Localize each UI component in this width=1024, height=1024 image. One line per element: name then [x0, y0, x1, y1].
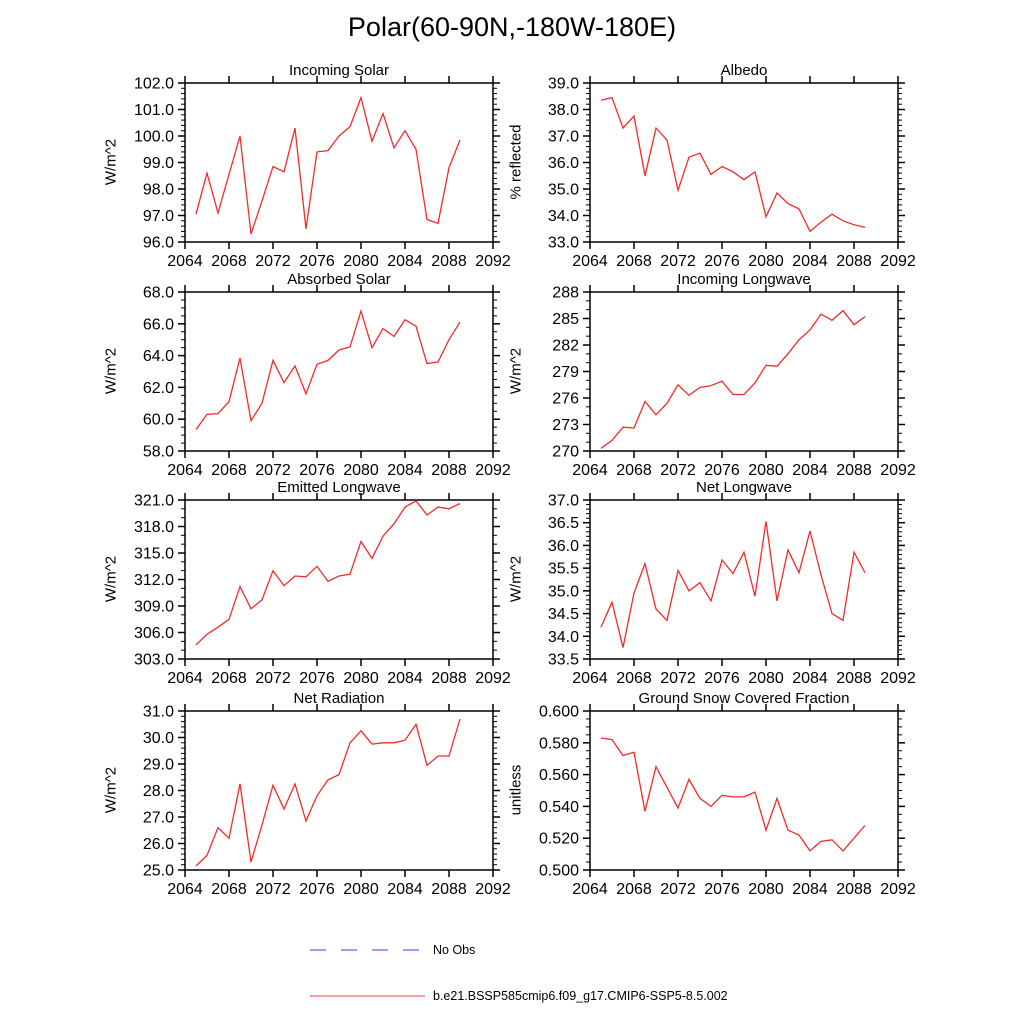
plot-area	[100, 478, 560, 687]
y-axis-label: W/m^2	[102, 347, 120, 395]
svg-text:2064: 2064	[572, 881, 608, 898]
model-line-swatch	[310, 992, 425, 1000]
svg-text:0.540: 0.540	[538, 798, 579, 816]
svg-text:2068: 2068	[616, 462, 652, 479]
svg-text:34.0: 34.0	[547, 208, 579, 225]
svg-text:2088: 2088	[836, 881, 872, 898]
svg-text:2080: 2080	[343, 881, 379, 898]
chart-absorbed-solar	[100, 270, 560, 479]
svg-text:2080: 2080	[748, 253, 784, 270]
svg-text:2084: 2084	[387, 881, 423, 898]
svg-text:2092: 2092	[880, 253, 916, 270]
svg-text:270: 270	[552, 443, 579, 461]
svg-text:2064: 2064	[167, 670, 203, 687]
svg-text:0.520: 0.520	[538, 830, 579, 848]
svg-text:2064: 2064	[572, 462, 608, 479]
chart-incoming-longwave	[505, 270, 965, 479]
svg-text:29.0: 29.0	[142, 756, 174, 774]
svg-text:36.5: 36.5	[547, 515, 579, 533]
svg-text:37.0: 37.0	[547, 128, 579, 146]
svg-text:2084: 2084	[792, 253, 828, 270]
svg-text:31.0: 31.0	[142, 703, 174, 721]
svg-text:2092: 2092	[880, 881, 916, 898]
svg-text:2092: 2092	[475, 881, 511, 898]
plot-area	[100, 270, 560, 479]
svg-text:282: 282	[552, 337, 579, 355]
y-axis-label: unitless	[507, 764, 525, 816]
y-axis-label: W/m^2	[507, 555, 525, 603]
svg-text:2084: 2084	[387, 670, 423, 687]
svg-text:2064: 2064	[572, 670, 608, 687]
svg-text:0.580: 0.580	[538, 735, 579, 753]
svg-text:2076: 2076	[299, 462, 335, 479]
svg-text:2084: 2084	[792, 670, 828, 687]
svg-text:288: 288	[552, 284, 579, 302]
plot-area	[505, 689, 965, 898]
svg-text:0.560: 0.560	[538, 767, 579, 785]
svg-text:309.0: 309.0	[133, 598, 174, 616]
svg-text:2064: 2064	[572, 253, 608, 270]
svg-text:2068: 2068	[211, 881, 247, 898]
svg-text:62.0: 62.0	[142, 379, 174, 397]
page-title: Polar(60-90N,-180W-180E)	[347, 12, 677, 42]
svg-text:102.0: 102.0	[133, 75, 174, 93]
svg-text:2088: 2088	[431, 881, 467, 898]
svg-text:26.0: 26.0	[142, 836, 174, 853]
plot-area	[505, 61, 965, 270]
svg-text:2068: 2068	[616, 881, 652, 898]
svg-text:2064: 2064	[167, 462, 203, 479]
svg-text:303.0: 303.0	[133, 651, 174, 669]
svg-text:60.0: 60.0	[142, 411, 174, 429]
svg-text:2080: 2080	[343, 670, 379, 687]
svg-text:98.0: 98.0	[142, 181, 174, 199]
svg-text:2072: 2072	[255, 253, 291, 270]
svg-text:2072: 2072	[660, 670, 696, 687]
svg-text:36.0: 36.0	[547, 155, 579, 172]
svg-text:2092: 2092	[475, 462, 511, 479]
svg-text:2064: 2064	[167, 881, 203, 898]
svg-text:2072: 2072	[255, 881, 291, 898]
svg-text:2076: 2076	[704, 881, 740, 898]
svg-text:64.0: 64.0	[142, 348, 174, 366]
svg-text:2092: 2092	[475, 253, 511, 270]
chart-title: Ground Snow Covered Fraction	[638, 690, 850, 707]
legend-label-no-obs: No Obs	[433, 943, 476, 957]
svg-text:39.0: 39.0	[547, 75, 579, 93]
svg-text:27.0: 27.0	[142, 809, 174, 827]
svg-text:2080: 2080	[748, 670, 784, 687]
y-axis-label: W/m^2	[102, 555, 120, 603]
svg-text:35.5: 35.5	[547, 560, 579, 578]
plot-area	[100, 689, 560, 898]
svg-text:2072: 2072	[660, 253, 696, 270]
svg-text:58.0: 58.0	[142, 443, 174, 461]
svg-text:2068: 2068	[211, 462, 247, 479]
chart-albedo	[505, 61, 965, 270]
plot-area	[100, 61, 560, 270]
svg-text:276: 276	[552, 390, 579, 408]
svg-text:2064: 2064	[167, 253, 203, 270]
plot-area	[505, 270, 965, 479]
svg-text:2084: 2084	[792, 881, 828, 898]
svg-text:0.600: 0.600	[538, 703, 579, 721]
svg-text:2084: 2084	[792, 462, 828, 479]
chart-title: Albedo	[720, 62, 768, 79]
chart-net-longwave	[505, 478, 965, 687]
svg-text:2068: 2068	[211, 253, 247, 270]
chart-title: Net Radiation	[293, 690, 385, 707]
chart-title: Emitted Longwave	[277, 479, 401, 496]
svg-text:321.0: 321.0	[133, 492, 174, 510]
svg-text:2076: 2076	[704, 462, 740, 479]
svg-text:2076: 2076	[704, 670, 740, 687]
svg-text:2076: 2076	[299, 881, 335, 898]
svg-text:2088: 2088	[836, 253, 872, 270]
svg-text:2072: 2072	[255, 670, 291, 687]
svg-text:34.5: 34.5	[547, 606, 579, 624]
chart-title: Incoming Longwave	[677, 271, 811, 288]
svg-text:2092: 2092	[880, 462, 916, 479]
svg-text:312.0: 312.0	[133, 572, 174, 589]
y-axis-label: % reflected	[507, 124, 525, 200]
svg-text:30.0: 30.0	[142, 730, 174, 747]
svg-text:37.0: 37.0	[547, 492, 579, 510]
svg-text:0.500: 0.500	[538, 862, 579, 880]
svg-text:2076: 2076	[299, 253, 335, 270]
svg-text:96.0: 96.0	[142, 234, 174, 252]
legend-label-model-run: b.e21.BSSP585cmip6.f09_g17.CMIP6-SSP5-8.5.002	[433, 989, 728, 1003]
svg-text:2068: 2068	[211, 670, 247, 687]
svg-text:2088: 2088	[431, 670, 467, 687]
svg-text:2080: 2080	[343, 462, 379, 479]
svg-text:36.0: 36.0	[547, 537, 579, 555]
svg-text:33.0: 33.0	[547, 234, 579, 252]
plot-area	[505, 478, 965, 687]
svg-text:2080: 2080	[343, 253, 379, 270]
svg-text:2080: 2080	[748, 881, 784, 898]
svg-text:306.0: 306.0	[133, 625, 174, 642]
svg-text:34.0: 34.0	[547, 628, 579, 646]
svg-text:97.0: 97.0	[142, 208, 174, 225]
svg-text:2068: 2068	[616, 670, 652, 687]
y-axis-label: W/m^2	[102, 138, 120, 186]
chart-title: Incoming Solar	[288, 62, 390, 79]
y-axis-label: W/m^2	[102, 766, 120, 814]
svg-text:2076: 2076	[704, 253, 740, 270]
y-axis-label: W/m^2	[507, 347, 525, 395]
chart-net-radiation	[100, 689, 560, 898]
svg-text:318.0: 318.0	[133, 519, 174, 536]
svg-text:101.0: 101.0	[133, 102, 174, 119]
svg-text:33.5: 33.5	[547, 651, 579, 669]
chart-incoming-solar	[100, 61, 560, 270]
svg-text:2072: 2072	[660, 462, 696, 479]
svg-text:68.0: 68.0	[142, 284, 174, 302]
svg-text:2080: 2080	[748, 462, 784, 479]
chart-title: Net Longwave	[696, 479, 792, 496]
svg-text:2088: 2088	[431, 462, 467, 479]
svg-text:2084: 2084	[387, 253, 423, 270]
svg-text:28.0: 28.0	[142, 783, 174, 800]
chart-title: Absorbed Solar	[287, 271, 391, 288]
svg-text:2072: 2072	[255, 462, 291, 479]
svg-text:2088: 2088	[836, 670, 872, 687]
chart-emitted-longwave	[100, 478, 560, 687]
svg-text:2088: 2088	[836, 462, 872, 479]
svg-text:66.0: 66.0	[142, 316, 174, 334]
svg-text:25.0: 25.0	[142, 862, 174, 880]
svg-text:2092: 2092	[475, 670, 511, 687]
svg-text:2076: 2076	[299, 670, 335, 687]
svg-text:273: 273	[552, 417, 579, 434]
svg-text:100.0: 100.0	[133, 128, 174, 146]
svg-text:2068: 2068	[616, 253, 652, 270]
svg-text:38.0: 38.0	[547, 102, 579, 119]
svg-text:2092: 2092	[880, 670, 916, 687]
svg-text:2088: 2088	[431, 253, 467, 270]
svg-text:2072: 2072	[660, 881, 696, 898]
no-obs-line-swatch	[310, 946, 425, 954]
svg-text:35.0: 35.0	[547, 583, 579, 601]
svg-text:99.0: 99.0	[142, 155, 174, 172]
svg-text:35.0: 35.0	[547, 181, 579, 199]
svg-text:2084: 2084	[387, 462, 423, 479]
svg-text:279: 279	[552, 364, 579, 381]
chart-ground-snow-covered-fraction	[505, 689, 965, 898]
svg-text:315.0: 315.0	[133, 545, 174, 563]
svg-text:285: 285	[552, 311, 579, 328]
